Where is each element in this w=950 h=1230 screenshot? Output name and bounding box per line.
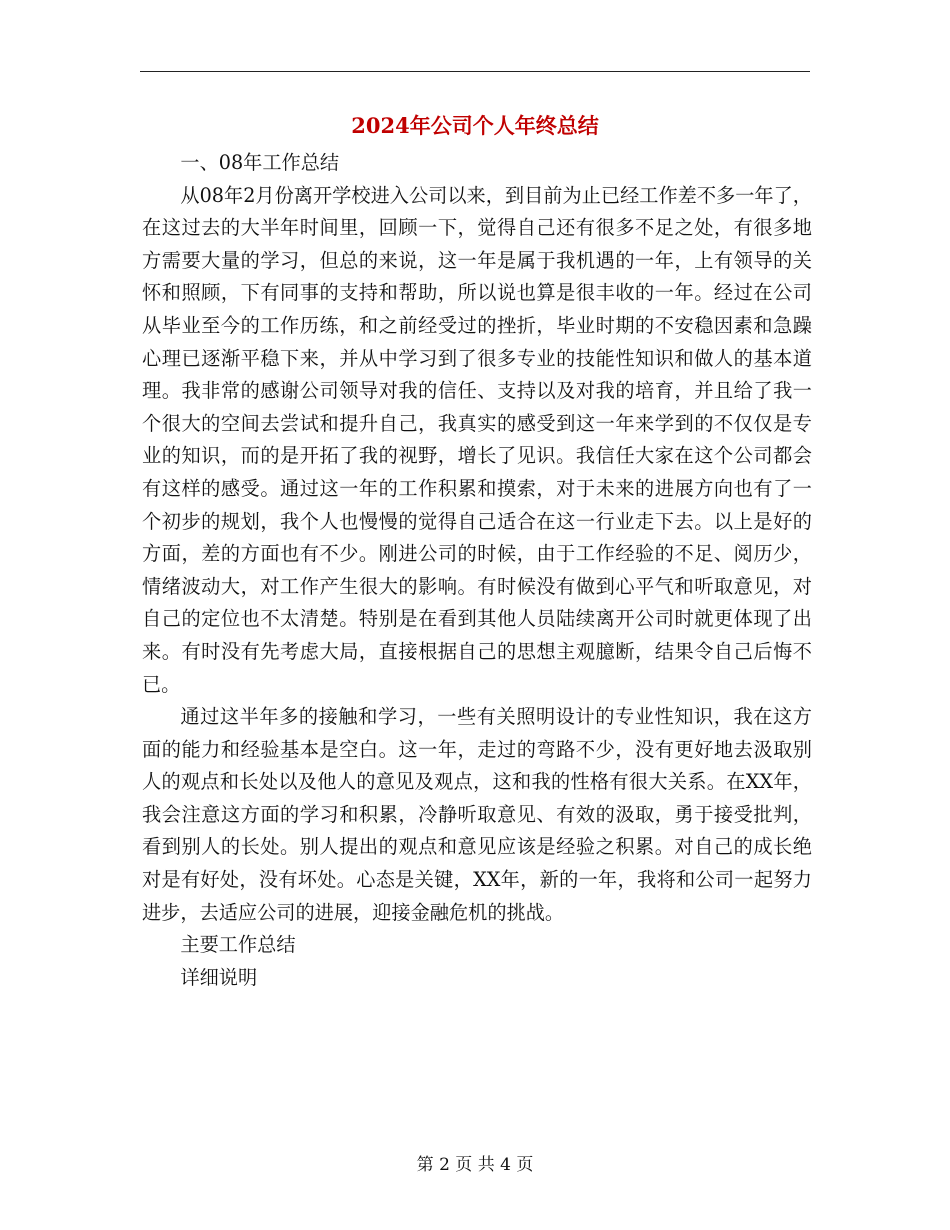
section-heading-work-summary-08: 一、08年工作总结 <box>180 151 340 174</box>
paragraph-learning: 通过这半年多的接触和学习，一些有关照明设计的专业性知识，我在这方面的能力和经验基本是空白。这一年，走过的弯路不少，没有更好地去汲取别人的观点和长处以及他人的意见及观点，这和我的性格有很大关系。在XX年，我会注意这方面的学习和积累，冷静听取意见、有效的汲取，勇于接受批判，看到别人的长处。别人提出的观点和意见应该是经验之积累。对自己的成长绝对是有好处，没有坏处。心态是关键，XX年，新的一年，我将和公司一起努力进步，去适应公司的进展，迎接金融危机的挑战。 <box>142 705 812 924</box>
document-title: 2024年公司个人年终总结 <box>351 113 599 138</box>
section-heading-details: 详细说明 <box>180 965 258 989</box>
page-number: 第 2 页 共 4 页 <box>416 1155 534 1175</box>
header-rule <box>140 71 810 72</box>
paragraph-review: 从08年2月份离开学校进入公司以来，到目前为止已经工作差不多一年了，在这过去的大半年时间里，回顾一下，觉得自己还有很多不足之处，有很多地方需要大量的学习，但总的来说，这一年是属于我机遇的一年，上有领导的关怀和照顾，下有同事的支持和帮助，所以说也算是很丰收的一年。经过在公司从毕业至今的工作历练，和之前经受过的挫折，毕业时期的不安稳因素和急躁心理已逐渐平稳下来，并从中学习到了很多专业的技能性知识和做人的基本道理。我非常的感谢公司领导对我的信任、支持以及对我的培育，并且给了我一个很大的空间去尝试和提升自己，我真实的感受到这一年来学到的不仅仅是专业的知识，而的是开拓了我的视野，增长了见识。我信任大家在这个公司都会有这样的感受。通过这一年的工作积累和摸索，对于未来的进展方向也有了一个初步的规划，我个人也慢慢的觉得自己适合在这一行业走下去。以上是好的方面，差的方面也有不少。刚进公司的时候，由于工作经验的不足、阅历少，情绪波动大，对工作产生很大的影响。有时候没有做到心平气和听取意见，对自己的定位也不太清楚。特别是在看到其他人员陆续离开公司时就更体现了出来。有时没有先考虑大局，直接根据自己的思想主观臆断，结果令自己后悔不已。 <box>142 183 812 696</box>
section-heading-main-work: 主要工作总结 <box>180 933 296 957</box>
document-body <box>142 147 812 994</box>
